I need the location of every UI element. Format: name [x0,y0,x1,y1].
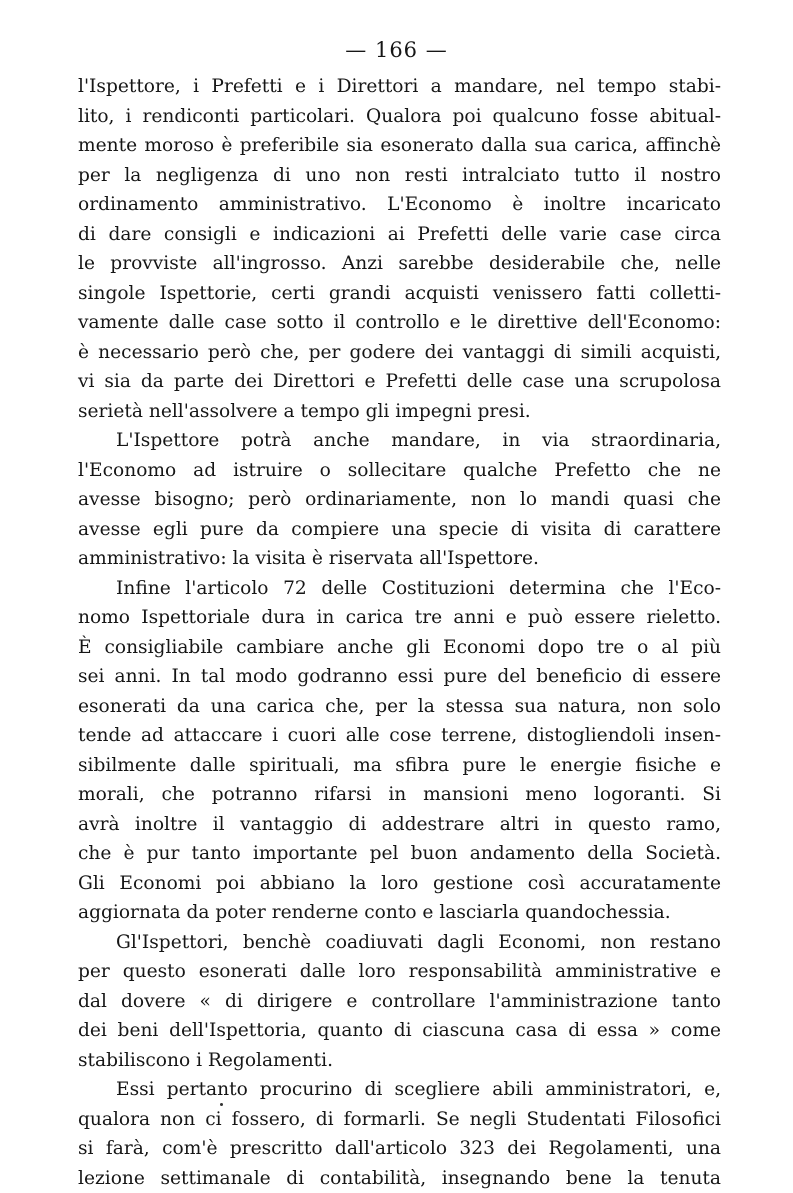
text-line: qualora non ci fossero, di formarli. Se negli Studentati Filosofici [78,1105,721,1135]
body-text [78,72,721,1193]
text-line: per questo esonerati dalle loro responsabilità amministrative e [78,957,721,987]
text-line: morali, che potranno rifarsi in mansioni meno logoranti. Si [78,780,721,810]
text-line: che è pur tanto importante pel buon andamento della Società. [78,839,721,869]
text-line: si farà, com'è prescritto dall'articolo 323 dei Regolamenti, una [78,1134,721,1164]
text-line: Gl'Ispettori, benchè coadiuvati dagli Economi, non restano [78,928,721,958]
text-line: tende ad attaccare i cuori alle cose terrene, distogliendoli insen- [78,721,721,751]
text-line: mente moroso è preferibile sia esonerato dalla sua carica, affinchè [78,131,721,161]
text-line: l'Ispettore, i Prefetti e i Direttori a mandare, nel tempo stabi- [78,72,721,102]
text-line: sei anni. In tal modo godranno essi pure del beneficio di essere [78,662,721,692]
text-line: Gli Economi poi abbiano la loro gestione così accuratamente [78,869,721,899]
print-speck [220,1103,223,1106]
text-line: singole Ispettorie, certi grandi acquisti venissero fatti colletti- [78,279,721,309]
text-line: vi sia da parte dei Direttori e Prefetti delle case una scrupolosa [78,367,721,397]
text-line: vamente dalle case sotto il controllo e le direttive dell'Economo: [78,308,721,338]
text-line: le provviste all'ingrosso. Anzi sarebbe desiderabile che, nelle [78,249,721,279]
text-line: aggiornata da poter renderne conto e lasciarla quandochessia. [78,898,721,928]
text-line: serietà nell'assolvere a tempo gli impegni presi. [78,397,721,427]
text-line: ordinamento amministrativo. L'Economo è inoltre incaricato [78,190,721,220]
text-line: dei beni dell'Ispettoria, quanto di ciascuna casa di essa » come [78,1016,721,1046]
text-line: l'Economo ad istruire o sollecitare qualche Prefetto che ne [78,456,721,486]
text-line: di dare consigli e indicazioni ai Prefetti delle varie case circa [78,220,721,250]
text-line: sibilmente dalle spirituali, ma sfibra pure le energie fisiche e [78,751,721,781]
page-number: — 166 — [0,38,793,62]
text-line: per la negligenza di uno non resti intralciato tutto il nostro [78,161,721,191]
text-line: stabiliscono i Regolamenti. [78,1046,721,1076]
text-line: nomo Ispettoriale dura in carica tre anni e può essere rieletto. [78,603,721,633]
text-line: È consigliabile cambiare anche gli Economi dopo tre o al più [78,633,721,663]
text-line: avesse bisogno; però ordinariamente, non lo mandi quasi che [78,485,721,515]
text-line: Essi pertanto procurino di scegliere abili amministratori, e, [78,1075,721,1105]
text-line: esonerati da una carica che, per la stessa sua natura, non solo [78,692,721,722]
text-line: Infine l'articolo 72 delle Costituzioni determina che l'Eco- [78,574,721,604]
text-line: lito, i rendiconti particolari. Qualora poi qualcuno fosse abitual- [78,102,721,132]
text-line: avesse egli pure da compiere una specie di visita di carattere [78,515,721,545]
text-line: L'Ispettore potrà anche mandare, in via straordinaria, [78,426,721,456]
text-line: avrà inoltre il vantaggio di addestrare altri in questo ramo, [78,810,721,840]
text-line: è necessario però che, per godere dei vantaggi di simili acquisti, [78,338,721,368]
text-line: amministrativo: la visita è riservata all'Ispettore. [78,544,721,574]
text-line: dal dovere « di dirigere e controllare l'amministrazione tanto [78,987,721,1017]
text-line: lezione settimanale di contabilità, insegnando bene la tenuta [78,1164,721,1193]
